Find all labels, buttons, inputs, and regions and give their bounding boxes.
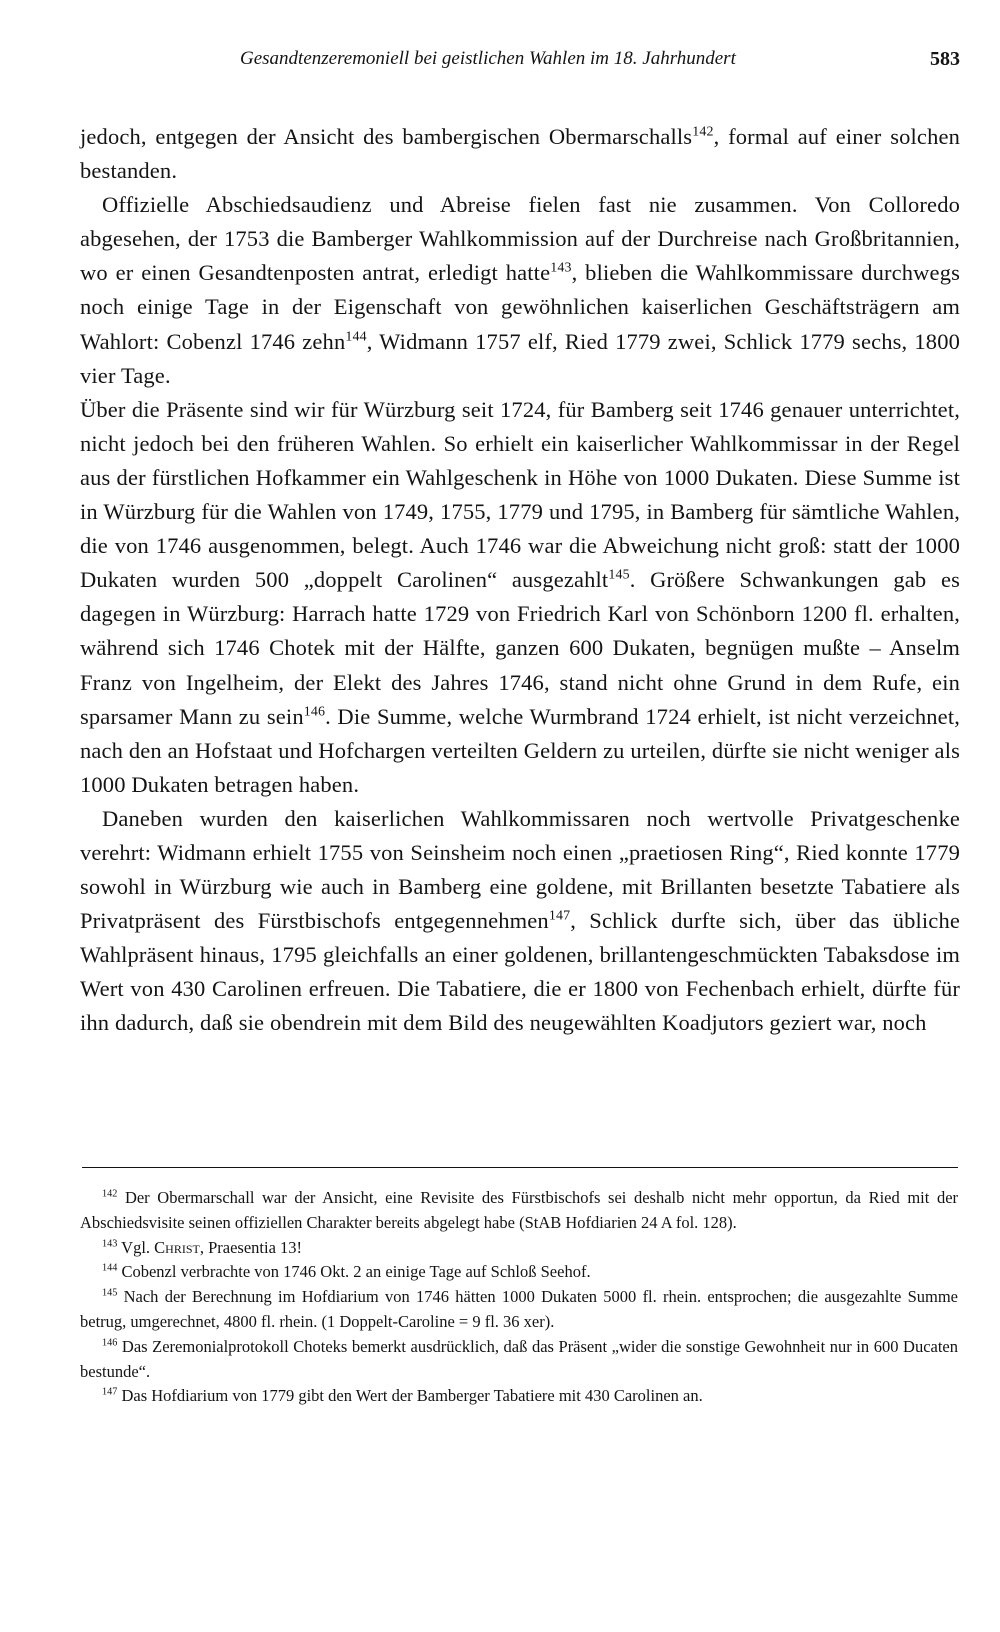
footnote-ref-147: 147 (548, 908, 571, 924)
footnote-number: 147 (102, 1386, 118, 1398)
paragraph-text: jedoch, entgegen der Ansicht des bambergischen Obermarschalls (80, 124, 693, 149)
paragraph-2 (80, 188, 960, 393)
footnote-143 (80, 1236, 958, 1261)
footnote-number: 145 (102, 1287, 118, 1299)
running-head (80, 48, 960, 78)
paragraph-3 (80, 393, 960, 802)
footnote-text: Das Zeremonialprotokoll Choteks bemerkt ausdrücklich, daß das Präsent „wider die sonstige Gewohnheit nur in 600 Ducaten bestunde“. (80, 1336, 959, 1381)
footnote-144 (80, 1260, 958, 1285)
footnote-ref-146: 146 (303, 704, 326, 720)
paragraph-text: , Widmann 1757 elf, Ried 1779 zwei, Schlick 1779 sechs, 1800 vier Tage. (80, 328, 960, 388)
footnote-number: 146 (102, 1337, 118, 1349)
footnote-ref-142: 142 (692, 124, 714, 140)
page-number: 583 (930, 48, 960, 70)
paragraph-text: , formal auf einer solchen bestanden. (80, 124, 961, 184)
paragraph-text: . Die Summe, welche Wurmbrand 1724 erhielt, ist nicht verzeichnet, nach den an Hofstaat und Hofchargen verteilten Geldern zu urteilen, dürfte sie nicht weniger als 1000 Dukaten betragen haben. (80, 703, 960, 797)
footnote-146 (80, 1335, 958, 1385)
author-name: Christ (154, 1237, 200, 1257)
footnote-147 (80, 1384, 958, 1409)
footnote-ref-143: 143 (550, 260, 572, 276)
paragraph-text: Daneben wurden den kaiserlichen Wahlkommissaren noch wertvolle Privatgeschenke verehrt: Widmann erhielt 1755 von Seinsheim noch einen „praetiosen Ring“, Ried konnte 1779 sowohl in Würzburg wie auch in Bamberg eine goldene, mit Brillanten besetzte Tabatiere als Privatpräsent des Fürstbischofs entgegennehmen (80, 805, 960, 934)
footnote-145 (80, 1285, 958, 1335)
footnote-text: Vgl. (121, 1237, 155, 1257)
footnote-text: Der Obermarschall war der Ansicht, eine Revisite des Fürstbischofs sei deshalb nicht mehr opportun, da Ried mit der Abschiedsvisite seinen offiziellen Charakter bereits abgelegt habe (StAB Hofdiarien 24 A fol. 128). (80, 1188, 959, 1232)
main-text (80, 120, 960, 1041)
footnote-text: Cobenzl verbrachte von 1746 Okt. 2 an einige Tage auf Schloß Seehof. (121, 1262, 591, 1282)
footnotes (80, 1186, 958, 1409)
paragraph-text: , Schlick durfte sich, über das übliche Wahlpräsent hinaus, 1795 gleichfalls an einer goldenen, brillantengeschmückten Tabaksdose im Wert von 430 Carolinen erfreuen. Die Tabatiere, die er 1800 von Fechenbach erhielt, dürfte für ihn dadurch, daß sie obendrein mit dem Bild des neugewählten Koadjutors geziert war, noch (80, 908, 960, 1036)
footnote-142 (80, 1186, 958, 1236)
footnote-number: 144 (102, 1262, 118, 1274)
running-title: Gesandtenzeremoniell bei geistlichen Wahlen im 18. Jahrhundert (240, 48, 736, 69)
footnote-number: 142 (102, 1188, 118, 1200)
paragraph-1 (80, 120, 960, 188)
footnote-text: , Praesentia 13! (199, 1237, 303, 1257)
footnote-separator (82, 1167, 958, 1168)
paragraph-text: Über die Präsente sind wir für Würzburg seit 1724, für Bamberg seit 1746 genauer unterrichtet, nicht jedoch bei den früheren Wahlen. So erhielt ein kaiserlicher Wahlkommissar in der Regel aus der fürstlichen Hofkammer ein Wahlgeschenk in Höhe von 1000 Dukaten. Diese Summe ist in Würzburg für die Wahlen von 1749, 1755, 1779 und 1795, in Bamberg für sämtliche Wahlen, die von 1746 ausgenommen, belegt. Auch 1746 war die Abweichung nicht groß: statt der 1000 Dukaten wurden 500 „doppelt Carolinen“ ausgezahlt (80, 396, 960, 593)
paragraph-4 (80, 802, 960, 1041)
paragraph-text: , blieben die Wahlkommissare durchwegs noch einige Tage in der Eigenschaft von gewöhnlichen kaiserlichen Geschäftsträgern am Wahlort: Cobenzl 1746 zehn (80, 260, 961, 354)
footnote-ref-144: 144 (345, 329, 367, 345)
footnote-ref-145: 145 (608, 567, 630, 583)
paragraph-text: . Größere Schwankungen gab es dagegen in Würzburg: Harrach hatte 1729 von Friedrich Karl von Schönborn 1200 fl. erhalten, während sich 1746 Chotek mit der Hälfte, ganzen 600 Dukaten, begnügen mußte – Anselm Franz von Ingelheim, der Elekt des Jahres 1746, stand nicht ohne Grund in dem Rufe, ein sparsamer Mann zu sein (80, 567, 960, 729)
footnote-text: Das Hofdiarium von 1779 gibt den Wert der Bamberger Tabatiere mit 430 Carolinen an. (121, 1386, 703, 1406)
footnote-number: 143 (102, 1238, 118, 1250)
footnote-text: Nach der Berechnung im Hofdiarium von 1746 hätten 1000 Dukaten 5000 fl. rhein. entsprochen; die ausgezahlte Summe betrug, umgerechnet, 4800 fl. rhein. (1 Doppelt-Caroline = 9 fl. 36 xer). (80, 1287, 958, 1331)
paragraph-text: Offizielle Abschiedsaudienz und Abreise fielen fast nie zusammen. Von Colloredo abgesehen, der 1753 die Bamberger Wahlkommission auf der Durchreise nach Großbritannien, wo er einen Gesandtenposten antrat, erledigt hatte (80, 192, 960, 286)
